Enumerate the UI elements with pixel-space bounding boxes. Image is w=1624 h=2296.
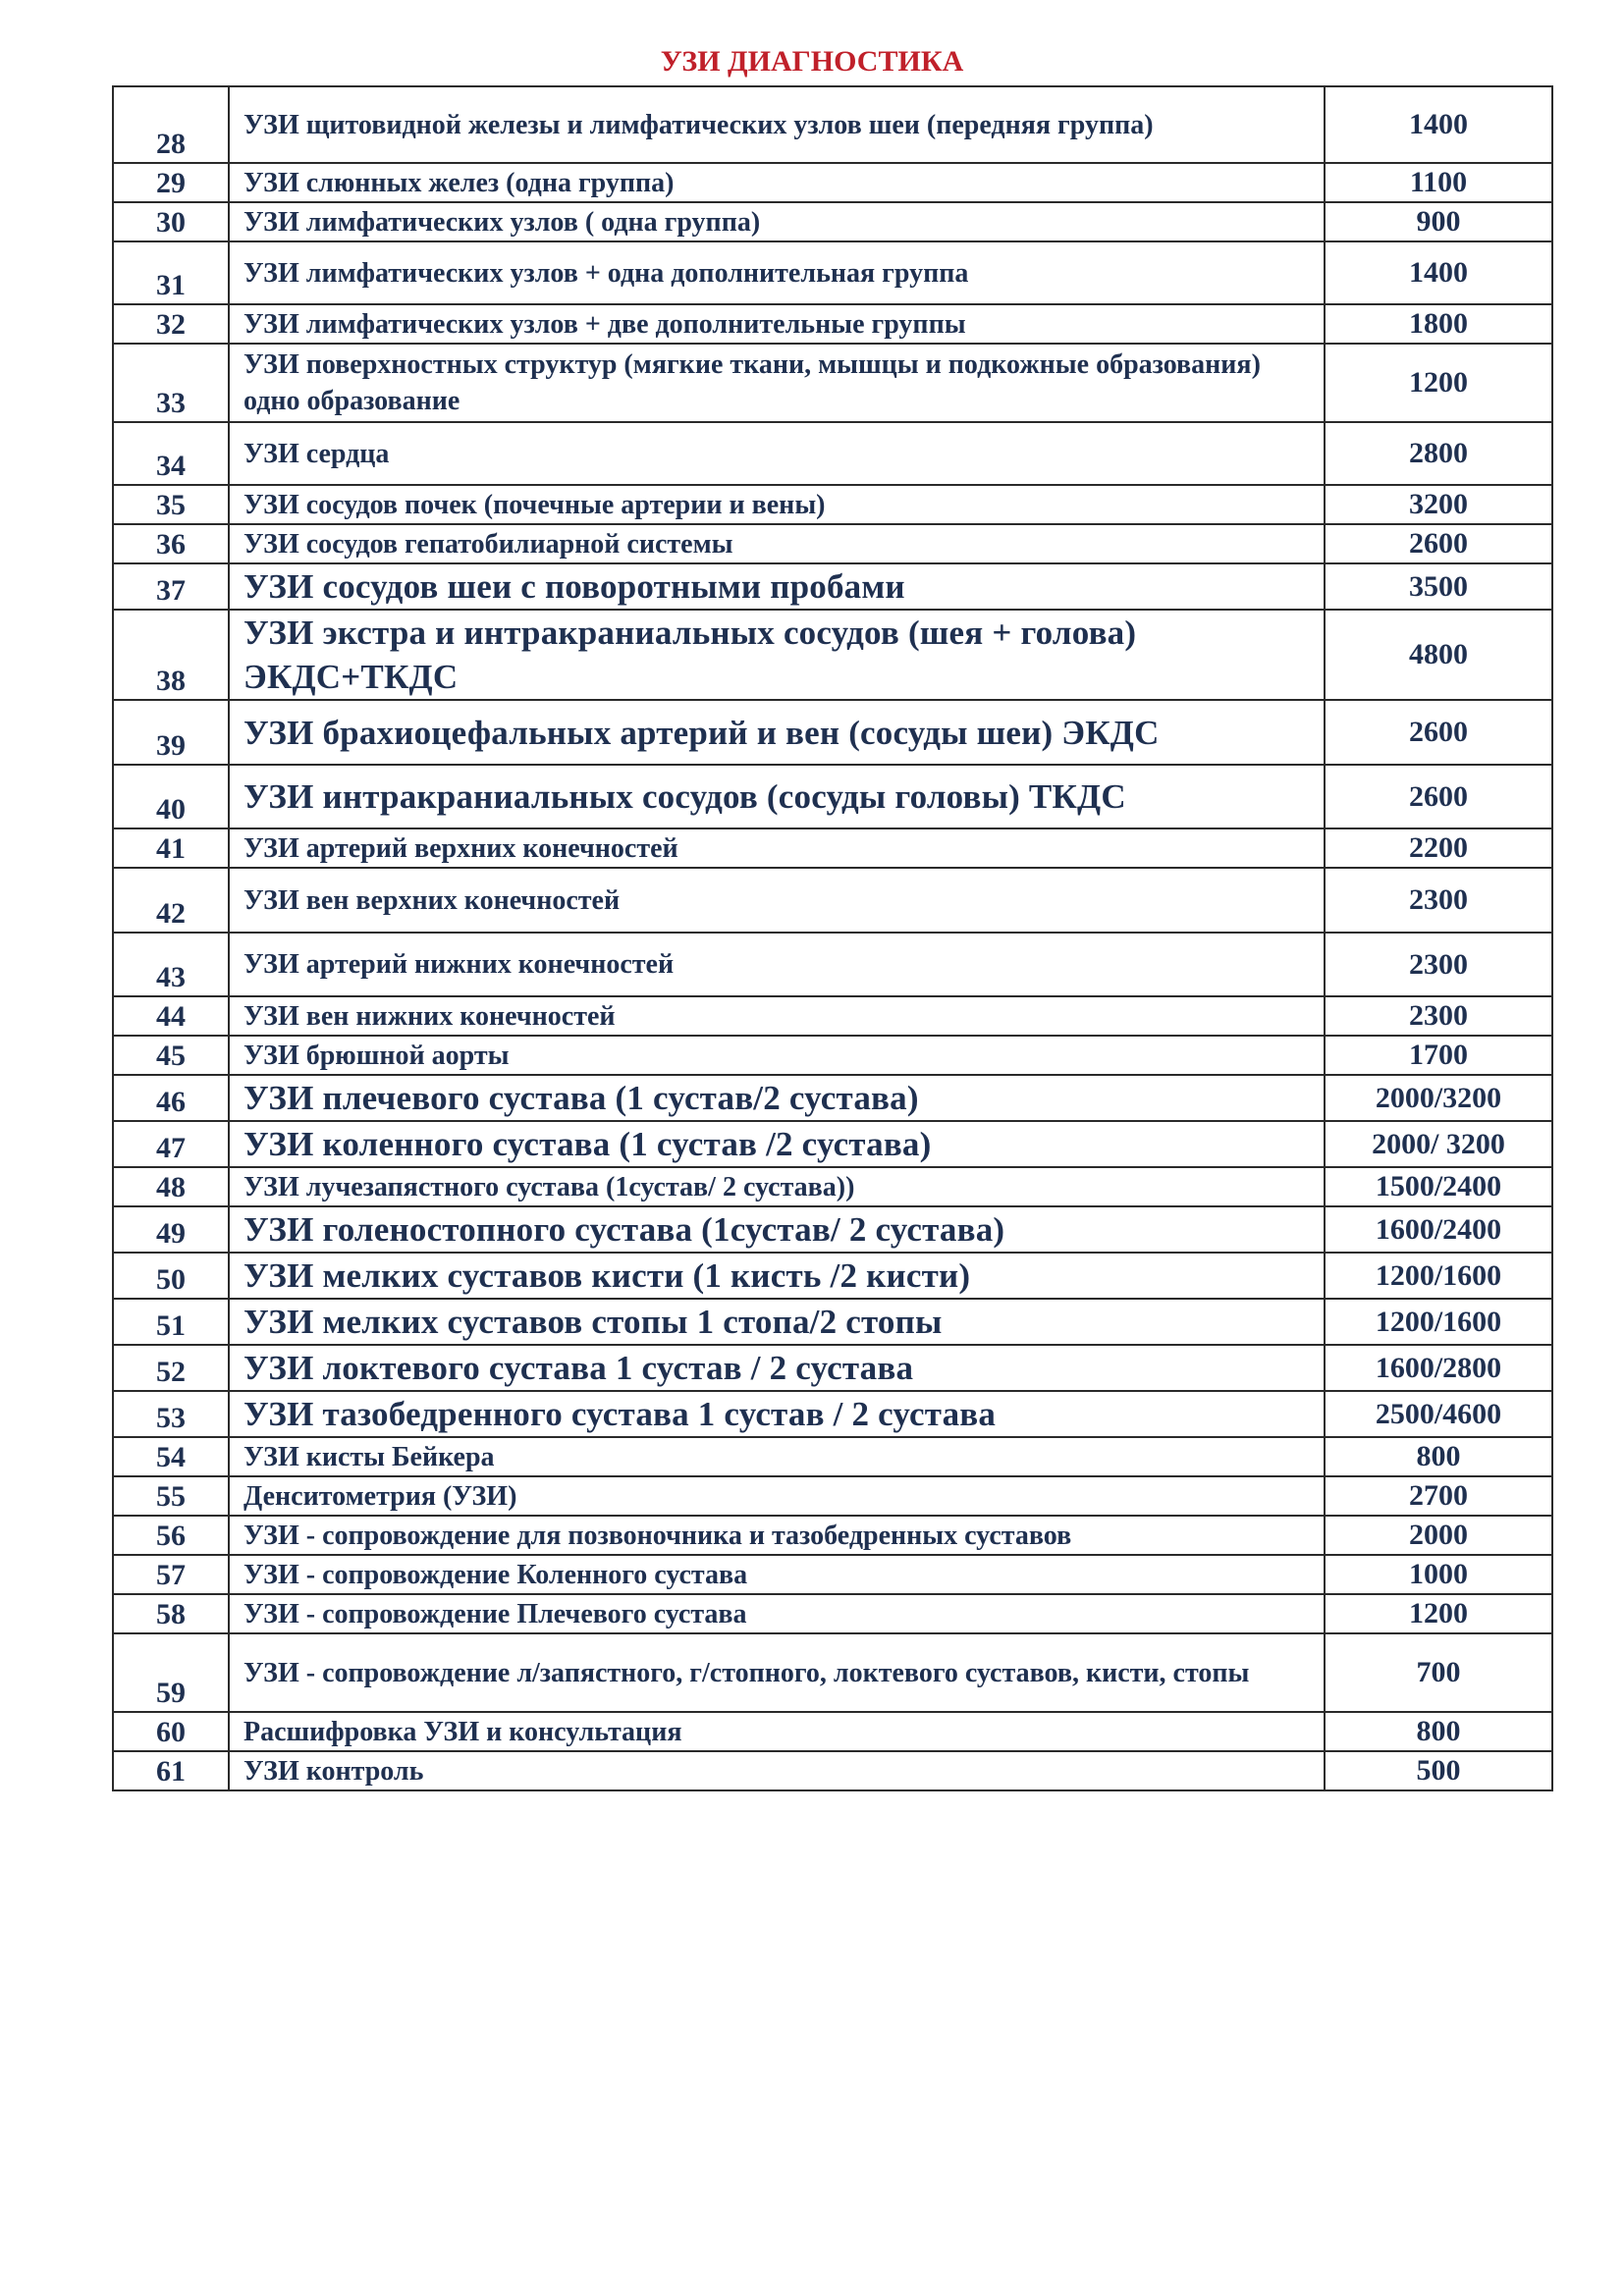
service-price: 2600: [1325, 700, 1552, 765]
page-title: УЗИ ДИАГНОСТИКА: [660, 45, 964, 78]
row-number: 48: [113, 1167, 229, 1206]
service-name: УЗИ артерий верхних конечностей: [229, 828, 1325, 868]
table-row: [113, 1036, 1552, 1075]
service-price: 1400: [1325, 241, 1552, 304]
table-row: [113, 485, 1552, 524]
service-name: Расшифровка УЗИ и консультация: [229, 1712, 1325, 1751]
service-price: 1400: [1325, 86, 1552, 163]
service-price: 2600: [1325, 524, 1552, 563]
service-name: УЗИ лимфатических узлов + две дополнительные группы: [229, 304, 1325, 344]
service-name: УЗИ вен нижних конечностей: [229, 996, 1325, 1036]
service-price: 2700: [1325, 1476, 1552, 1516]
row-number: 32: [113, 304, 229, 344]
table-row: [113, 1299, 1552, 1345]
service-price: 2000/3200: [1325, 1075, 1552, 1121]
service-name: УЗИ мелких суставов стопы 1 стопа/2 стопы: [229, 1299, 1325, 1345]
service-name: УЗИ коленного сустава (1 сустав /2 сустава): [229, 1121, 1325, 1167]
row-number: 28: [113, 86, 229, 163]
table-row: [113, 344, 1552, 422]
table-row: [113, 1121, 1552, 1167]
service-price: 2200: [1325, 828, 1552, 868]
service-name: УЗИ - сопровождение Коленного сустава: [229, 1555, 1325, 1594]
service-price: 1600/2800: [1325, 1345, 1552, 1391]
row-number: 31: [113, 241, 229, 304]
table-row: [113, 1437, 1552, 1476]
row-number: 29: [113, 163, 229, 202]
table-row: [113, 1712, 1552, 1751]
row-number: 52: [113, 1345, 229, 1391]
row-number: 40: [113, 765, 229, 828]
row-number: 53: [113, 1391, 229, 1437]
table-row: [113, 422, 1552, 485]
table-row: [113, 610, 1552, 700]
row-number: 42: [113, 868, 229, 933]
row-number: 38: [113, 610, 229, 700]
service-name: УЗИ контроль: [229, 1751, 1325, 1790]
service-name: УЗИ щитовидной железы и лимфатических узлов шеи (передняя группа): [229, 86, 1325, 163]
price-table-body: [113, 86, 1552, 1790]
table-row: [113, 163, 1552, 202]
table-row: [113, 1391, 1552, 1437]
service-name: УЗИ тазобедренного сустава 1 сустав / 2 сустава: [229, 1391, 1325, 1437]
table-row: [113, 241, 1552, 304]
service-price: 800: [1325, 1712, 1552, 1751]
row-number: 45: [113, 1036, 229, 1075]
table-row: [113, 868, 1552, 933]
service-name: УЗИ сердца: [229, 422, 1325, 485]
service-name: УЗИ интракраниальных сосудов (сосуды головы) ТКДС: [229, 765, 1325, 828]
row-number: 36: [113, 524, 229, 563]
service-price: 1800: [1325, 304, 1552, 344]
service-price: 2000/ 3200: [1325, 1121, 1552, 1167]
service-name: УЗИ экстра и интракраниальных сосудов (шея + голова) ЭКДС+ТКДС: [229, 610, 1325, 700]
service-price: 1700: [1325, 1036, 1552, 1075]
service-name: УЗИ кисты Бейкера: [229, 1437, 1325, 1476]
service-name: УЗИ лимфатических узлов + одна дополнительная группа: [229, 241, 1325, 304]
service-price: 1100: [1325, 163, 1552, 202]
row-number: 34: [113, 422, 229, 485]
row-number: 60: [113, 1712, 229, 1751]
row-number: 49: [113, 1206, 229, 1253]
service-name: УЗИ лимфатических узлов ( одна группа): [229, 202, 1325, 241]
row-number: 55: [113, 1476, 229, 1516]
table-row: [113, 1167, 1552, 1206]
service-name: УЗИ - сопровождение Плечевого сустава: [229, 1594, 1325, 1633]
row-number: 39: [113, 700, 229, 765]
table-row: [113, 1206, 1552, 1253]
table-row: [113, 996, 1552, 1036]
service-price: 2000: [1325, 1516, 1552, 1555]
service-price: 1000: [1325, 1555, 1552, 1594]
row-number: 35: [113, 485, 229, 524]
service-price: 3500: [1325, 563, 1552, 610]
service-name: УЗИ мелких суставов кисти (1 кисть /2 кисти): [229, 1253, 1325, 1299]
service-name: УЗИ сосудов почек (почечные артерии и вены): [229, 485, 1325, 524]
table-row: [113, 524, 1552, 563]
service-name: УЗИ поверхностных структур (мягкие ткани, мышцы и подкожные образования) одно образование: [229, 344, 1325, 422]
service-price: 1600/2400: [1325, 1206, 1552, 1253]
service-price: 800: [1325, 1437, 1552, 1476]
row-number: 59: [113, 1633, 229, 1712]
row-number: 46: [113, 1075, 229, 1121]
service-price: 2500/4600: [1325, 1391, 1552, 1437]
table-row: [113, 1594, 1552, 1633]
table-row: [113, 1345, 1552, 1391]
service-price: 1200: [1325, 344, 1552, 422]
service-name: Денситометрия (УЗИ): [229, 1476, 1325, 1516]
table-row: [113, 86, 1552, 163]
service-name: УЗИ плечевого сустава (1 сустав/2 сустава): [229, 1075, 1325, 1121]
table-row: [113, 828, 1552, 868]
service-name: УЗИ - сопровождение для позвоночника и тазобедренных суставов: [229, 1516, 1325, 1555]
service-name: УЗИ брюшной аорты: [229, 1036, 1325, 1075]
table-row: [113, 1751, 1552, 1790]
service-price: 2800: [1325, 422, 1552, 485]
table-row: [113, 1633, 1552, 1712]
service-price: 1200: [1325, 1594, 1552, 1633]
service-price: 2300: [1325, 996, 1552, 1036]
row-number: 44: [113, 996, 229, 1036]
service-price: 2300: [1325, 868, 1552, 933]
service-name: УЗИ сосудов гепатобилиарной системы: [229, 524, 1325, 563]
row-number: 58: [113, 1594, 229, 1633]
table-row: [113, 700, 1552, 765]
table-row: [113, 1075, 1552, 1121]
service-name: УЗИ сосудов шеи с поворотными пробами: [229, 563, 1325, 610]
service-price: 2600: [1325, 765, 1552, 828]
service-price: 3200: [1325, 485, 1552, 524]
service-price: 700: [1325, 1633, 1552, 1712]
service-price: 900: [1325, 202, 1552, 241]
service-name: УЗИ лучезапястного сустава (1сустав/ 2 сустава)): [229, 1167, 1325, 1206]
service-name: УЗИ локтевого сустава 1 сустав / 2 сустава: [229, 1345, 1325, 1391]
row-number: 50: [113, 1253, 229, 1299]
row-number: 57: [113, 1555, 229, 1594]
table-row: [113, 1253, 1552, 1299]
table-row: [113, 1476, 1552, 1516]
service-price: 1200/1600: [1325, 1299, 1552, 1345]
service-name: УЗИ слюнных желез (одна группа): [229, 163, 1325, 202]
price-table: [112, 85, 1553, 1791]
service-name: УЗИ брахиоцефальных артерий и вен (сосуды шеи) ЭКДС: [229, 700, 1325, 765]
table-row: [113, 1555, 1552, 1594]
row-number: 54: [113, 1437, 229, 1476]
table-row: [113, 563, 1552, 610]
service-price: 2300: [1325, 933, 1552, 996]
row-number: 30: [113, 202, 229, 241]
row-number: 56: [113, 1516, 229, 1555]
table-row: [113, 933, 1552, 996]
table-row: [113, 1516, 1552, 1555]
row-number: 43: [113, 933, 229, 996]
service-name: УЗИ артерий нижних конечностей: [229, 933, 1325, 996]
table-row: [113, 304, 1552, 344]
row-number: 33: [113, 344, 229, 422]
service-price: 1200/1600: [1325, 1253, 1552, 1299]
service-price: 4800: [1325, 610, 1552, 700]
row-number: 37: [113, 563, 229, 610]
service-name: УЗИ - сопровождение л/запястного, г/стопного, локтевого суставов, кисти, стопы: [229, 1633, 1325, 1712]
service-name: УЗИ голеностопного сустава (1сустав/ 2 сустава): [229, 1206, 1325, 1253]
service-name: УЗИ вен верхних конечностей: [229, 868, 1325, 933]
row-number: 47: [113, 1121, 229, 1167]
table-row: [113, 202, 1552, 241]
row-number: 51: [113, 1299, 229, 1345]
service-price: 500: [1325, 1751, 1552, 1790]
table-row: [113, 765, 1552, 828]
row-number: 41: [113, 828, 229, 868]
row-number: 61: [113, 1751, 229, 1790]
service-price: 1500/2400: [1325, 1167, 1552, 1206]
